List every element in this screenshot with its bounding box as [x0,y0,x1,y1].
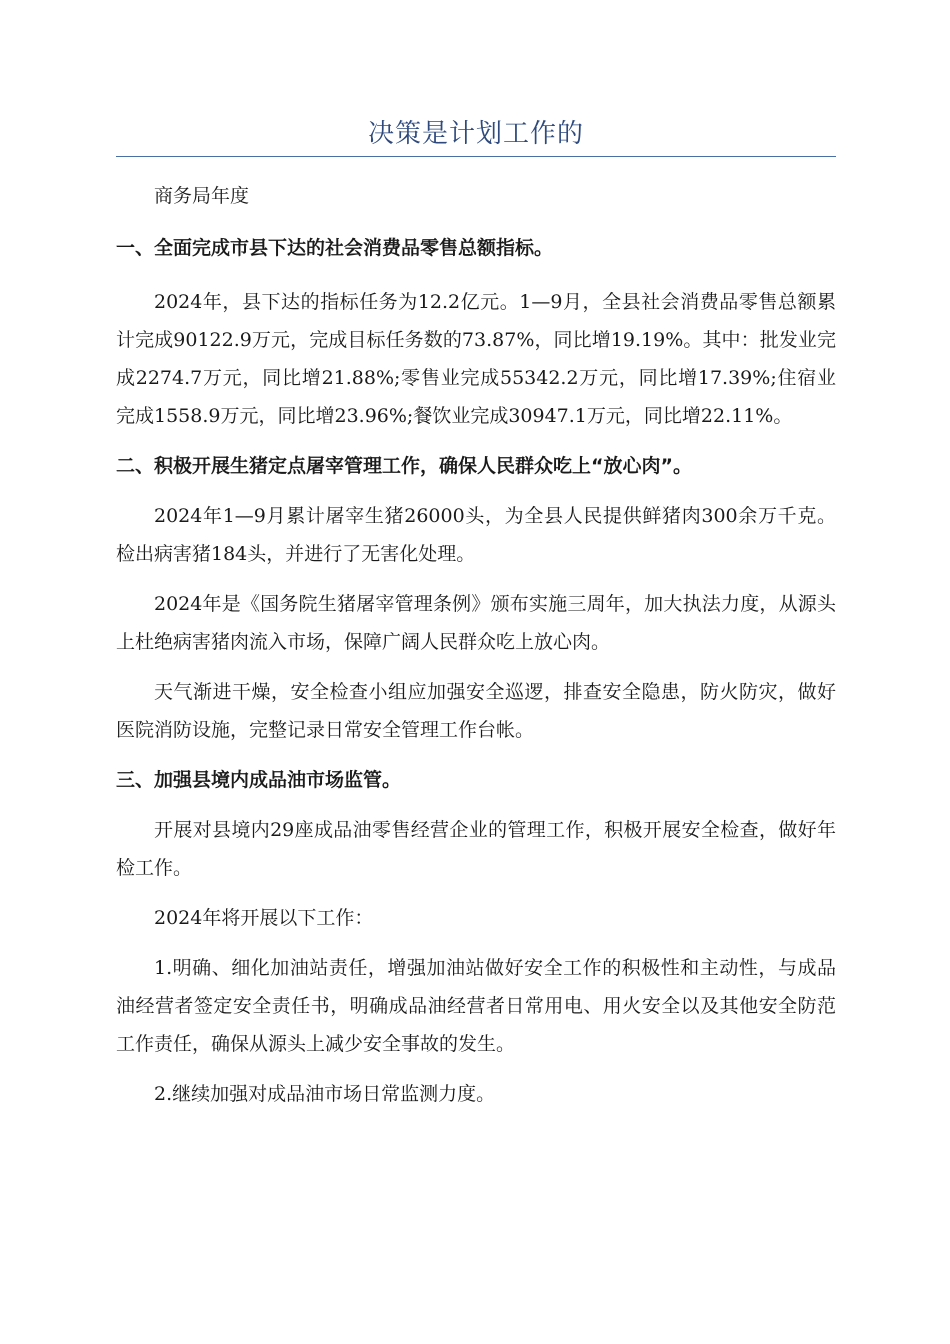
section-2-heading: 二、积极开展生猪定点屠宰管理工作，确保人民群众吃上“放心肉”。 [116,455,692,477]
document-page [116,0,836,1113]
section-3-paragraph-4: 2.继续加强对成品油市场日常监测力度。 [154,1083,496,1105]
section-3-paragraph-1: 开展对县境内29座成品油零售经营企业的管理工作，积极开展安全检查，做好年检工作。 [116,819,836,879]
section-1-heading: 一、全面完成市县下达的社会消费品零售总额指标。 [116,237,554,259]
section-3-paragraph-3: 1.明确、细化加油站责任，增强加油站做好安全工作的积极性和主动性，与成品油经营者签定安全责任书，明确成品油经营者日常用电、用火安全以及其他安全防范工作责任，确保从源头上减少安全事故的发生。 [116,957,836,1055]
section-3-paragraph-2: 2024年将开展以下工作： [154,907,374,929]
section-2-paragraph-1: 2024年1—9月累计屠宰生猪26000头，为全县人民提供鲜猪肉300余万千克。检出病害猪184头，并进行了无害化处理。 [116,505,836,565]
title-underline [116,156,836,157]
document-subtitle: 商务局年度 [154,185,250,207]
section-2-paragraph-2: 2024年是《国务院生猪屠宰管理条例》颁布实施三周年，加大执法力度，从源头上杜绝病害猪肉流入市场，保障广阔人民群众吃上放心肉。 [116,593,836,653]
section-3-heading: 三、加强县境内成品油市场监管。 [116,769,402,791]
document-title: 决策是计划工作的 [367,119,584,149]
section-2-paragraph-3: 天气渐进干燥，安全检查小组应加强安全巡逻，排查安全隐患，防火防灾，做好医院消防设施，完整记录日常安全管理工作台帐。 [116,681,836,741]
section-1-paragraph-1: 2024年，县下达的指标任务为12.2亿元。1—9月，全县社会消费品零售总额累计完成90122.9万元，完成目标任务数的73.87%，同比增19.19%。其中：批发业完成2274.7万元，同比增21.88%;零售业完成55342.2万元，同比增17.39%;住宿业完成1558.9万元，同比增23.96%;餐饮业完成30947.1万元，同比增22.11%。 [116,291,836,427]
